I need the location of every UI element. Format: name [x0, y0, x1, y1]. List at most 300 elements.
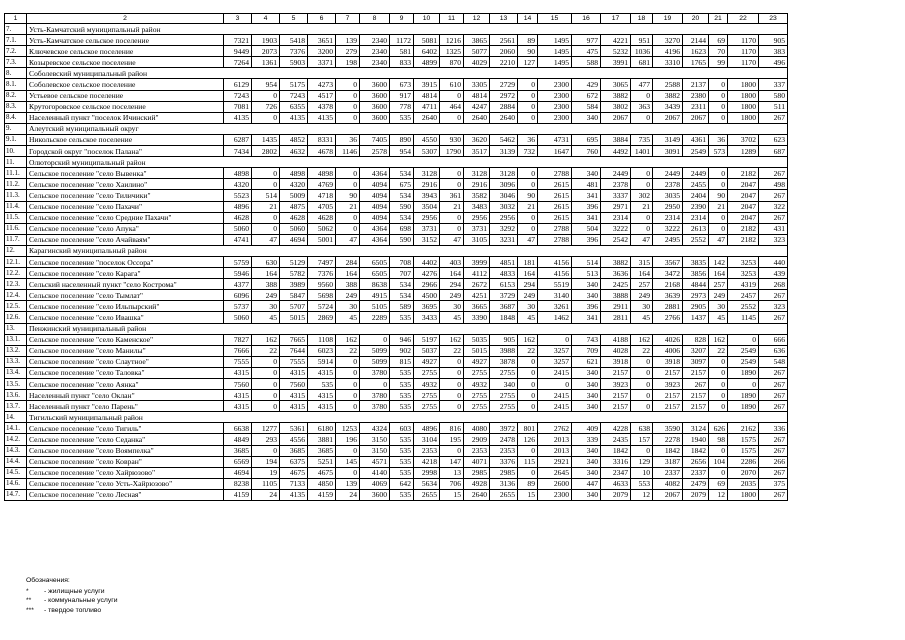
value-cell: 3729: [490, 290, 518, 301]
table-row: [5, 46, 788, 57]
value-cell: 5307: [414, 146, 440, 157]
value-cell: 21: [709, 201, 728, 212]
value-cell: 4927: [464, 356, 490, 367]
value-cell: 917: [390, 90, 414, 101]
value-cell: 535: [390, 434, 414, 445]
value-cell: 4251: [464, 290, 490, 301]
value-cell: 2640: [464, 489, 490, 500]
value-cell: 4319: [728, 279, 759, 290]
value-cell: 535: [390, 467, 414, 478]
value-cell: 672: [572, 90, 601, 101]
value-cell: 2353: [490, 445, 518, 456]
table-row: [5, 301, 788, 312]
row-number: 9.1.: [5, 134, 27, 145]
value-cell: 2404: [683, 190, 709, 201]
value-cell: 4247: [464, 101, 490, 112]
value-cell: 3856: [683, 268, 709, 279]
value-cell: 162: [518, 334, 538, 345]
value-cell: 870: [440, 57, 464, 68]
value-cell: 534: [390, 290, 414, 301]
value-cell: 0: [518, 401, 538, 412]
row-number: 11.7.: [5, 234, 27, 245]
value-cell: 1216: [440, 35, 464, 46]
value-cell: 706: [440, 478, 464, 489]
value-cell: 9560: [308, 279, 336, 290]
value-cell: 2067: [653, 112, 683, 123]
value-cell: 7555: [224, 356, 252, 367]
header-row: [5, 14, 788, 24]
table-row: [5, 345, 788, 356]
value-cell: 294: [440, 279, 464, 290]
table-row: [5, 456, 788, 467]
value-cell: 778: [390, 101, 414, 112]
value-cell: 548: [759, 356, 788, 367]
value-cell: 5361: [280, 423, 308, 434]
value-cell: 4844: [683, 279, 709, 290]
value-cell: 0: [728, 379, 759, 390]
value-cell: 2869: [308, 312, 336, 323]
row-number: 11.1.: [5, 168, 27, 179]
value-cell: 1842: [653, 445, 683, 456]
value-cell: 45: [336, 312, 360, 323]
value-cell: 535: [390, 312, 414, 323]
value-cell: 2479: [683, 478, 709, 489]
value-cell: 340: [572, 168, 601, 179]
value-cell: 3376: [490, 456, 518, 467]
value-cell: 5232: [601, 46, 631, 57]
value-cell: 2047: [728, 201, 759, 212]
value-cell: 2340: [360, 35, 390, 46]
value-cell: 535: [390, 112, 414, 123]
value-cell: 504: [572, 223, 601, 234]
value-cell: 511: [759, 101, 788, 112]
value-cell: 3943: [414, 190, 440, 201]
value-cell: 4899: [414, 57, 440, 68]
value-cell: 513: [572, 268, 601, 279]
row-number: 11.6.: [5, 223, 27, 234]
region-number: 13.: [5, 323, 27, 334]
value-cell: 0: [336, 379, 360, 390]
value-cell: 340: [572, 445, 601, 456]
column-number-header: 22: [728, 14, 759, 24]
table-row: [5, 268, 788, 279]
value-cell: 194: [252, 456, 280, 467]
value-cell: 5009: [280, 190, 308, 201]
value-cell: 0: [631, 379, 653, 390]
value-cell: 340: [572, 279, 601, 290]
legend-mark: *: [26, 587, 29, 595]
value-cell: 4159: [308, 489, 336, 500]
value-cell: 2552: [728, 301, 759, 312]
value-cell: 139: [336, 35, 360, 46]
value-cell: 7243: [280, 90, 308, 101]
value-cell: 267: [759, 467, 788, 478]
value-cell: 1036: [631, 46, 653, 57]
legend-item: [26, 606, 118, 616]
value-cell: 535: [390, 390, 414, 401]
value-cell: 0: [336, 179, 360, 190]
value-cell: 3128: [464, 168, 490, 179]
table-row: [5, 434, 788, 445]
value-cell: 2347: [601, 467, 631, 478]
value-cell: 2645: [538, 467, 572, 478]
value-cell: 3620: [464, 134, 490, 145]
value-cell: 3802: [601, 101, 631, 112]
region-row: [5, 123, 788, 134]
value-cell: 1890: [728, 401, 759, 412]
value-cell: 0: [631, 168, 653, 179]
value-cell: 21: [440, 201, 464, 212]
value-cell: 2956: [490, 212, 518, 223]
value-cell: 5462: [490, 134, 518, 145]
value-cell: 0: [336, 390, 360, 401]
value-cell: 1437: [683, 312, 709, 323]
row-number: 12.2.: [5, 268, 27, 279]
value-cell: 429: [572, 79, 601, 90]
value-cell: 181: [518, 256, 538, 267]
value-cell: 4875: [280, 201, 308, 212]
value-cell: 340: [572, 467, 601, 478]
value-cell: 4852: [280, 134, 308, 145]
value-cell: 0: [440, 367, 464, 378]
settlement-name: Сельское поселение "село Слаутное": [27, 356, 224, 367]
value-cell: 340: [572, 401, 601, 412]
value-cell: 6402: [414, 46, 440, 57]
column-number-header: 10: [414, 14, 440, 24]
value-cell: 1170: [728, 35, 759, 46]
value-cell: 7321: [224, 35, 252, 46]
value-cell: 2157: [653, 401, 683, 412]
value-cell: 4932: [464, 379, 490, 390]
value-cell: 954: [252, 79, 280, 90]
value-cell: 45: [631, 312, 653, 323]
region-row: [5, 323, 788, 334]
value-cell: 0: [631, 445, 653, 456]
value-cell: 2013: [538, 434, 572, 445]
value-cell: 267: [759, 290, 788, 301]
value-cell: 0: [538, 379, 572, 390]
value-cell: 0: [709, 101, 728, 112]
value-cell: 164: [336, 268, 360, 279]
column-number-header: 16: [572, 14, 601, 24]
region-name: Пенжинский муниципальный район: [27, 323, 788, 334]
value-cell: 3918: [601, 356, 631, 367]
value-cell: 1800: [728, 489, 759, 500]
value-cell: 2300: [538, 101, 572, 112]
value-cell: 0: [440, 212, 464, 223]
region-number: 12.: [5, 245, 27, 256]
value-cell: 47: [631, 234, 653, 245]
region-row: [5, 245, 788, 256]
region-row: [5, 157, 788, 168]
value-cell: 6569: [224, 456, 252, 467]
region-name: Соболевский муниципальный район: [27, 68, 788, 79]
value-cell: 7497: [308, 256, 336, 267]
value-cell: 3780: [360, 367, 390, 378]
table-row: [5, 401, 788, 412]
value-cell: 4675: [280, 467, 308, 478]
value-cell: 2162: [728, 423, 759, 434]
table-row: [5, 79, 788, 90]
value-cell: 3222: [601, 223, 631, 234]
value-cell: 1435: [252, 134, 280, 145]
value-cell: 1800: [728, 79, 759, 90]
value-cell: 0: [252, 168, 280, 179]
table-row: [5, 90, 788, 101]
value-cell: 2884: [490, 101, 518, 112]
value-cell: 0: [440, 379, 464, 390]
value-cell: 375: [759, 478, 788, 489]
value-cell: 977: [572, 35, 601, 46]
value-cell: 340: [572, 367, 601, 378]
value-cell: 2549: [728, 345, 759, 356]
value-cell: 1575: [728, 445, 759, 456]
value-cell: 2552: [683, 234, 709, 245]
value-cell: 249: [336, 290, 360, 301]
value-cell: 2353: [414, 445, 440, 456]
value-cell: 580: [759, 90, 788, 101]
value-cell: 2415: [538, 401, 572, 412]
value-cell: 3923: [653, 379, 683, 390]
value-cell: 5037: [414, 345, 440, 356]
value-cell: 409: [572, 423, 601, 434]
value-cell: 8238: [224, 478, 252, 489]
value-cell: 4628: [224, 212, 252, 223]
value-cell: 2549: [728, 356, 759, 367]
value-cell: 2425: [601, 279, 631, 290]
column-number-header: 2: [27, 14, 224, 24]
table-row: [5, 290, 788, 301]
value-cell: 0: [709, 212, 728, 223]
value-cell: 5523: [224, 190, 252, 201]
value-cell: 3032: [490, 201, 518, 212]
value-cell: 1800: [728, 90, 759, 101]
value-cell: 4927: [414, 356, 440, 367]
value-cell: 1253: [336, 423, 360, 434]
value-cell: 0: [252, 367, 280, 378]
value-cell: 257: [709, 279, 728, 290]
value-cell: 1903: [252, 35, 280, 46]
value-cell: 9449: [224, 46, 252, 57]
settlement-name: Сельское поселение "село Апука": [27, 223, 224, 234]
column-number-header: 9: [390, 14, 414, 24]
region-number: 8.: [5, 68, 27, 79]
value-cell: 3096: [490, 179, 518, 190]
value-cell: 139: [336, 478, 360, 489]
value-cell: 7555: [280, 356, 308, 367]
value-cell: 0: [631, 90, 653, 101]
value-cell: 735: [631, 134, 653, 145]
value-cell: 3139: [490, 146, 518, 157]
value-cell: 890: [390, 134, 414, 145]
value-cell: 3731: [414, 223, 440, 234]
value-cell: 4718: [308, 190, 336, 201]
value-cell: 164: [440, 268, 464, 279]
value-cell: 2788: [538, 234, 572, 245]
value-cell: 5519: [538, 279, 572, 290]
value-cell: 0: [709, 379, 728, 390]
table-row: [5, 179, 788, 190]
value-cell: 4324: [360, 423, 390, 434]
value-cell: 3150: [360, 445, 390, 456]
value-cell: 5847: [280, 290, 308, 301]
value-cell: 3685: [224, 445, 252, 456]
column-number-header: 8: [360, 14, 390, 24]
value-cell: 3865: [464, 35, 490, 46]
value-cell: 535: [390, 456, 414, 467]
table-row: [5, 168, 788, 179]
table-row: [5, 379, 788, 390]
value-cell: 3881: [308, 434, 336, 445]
value-cell: 1170: [728, 57, 759, 68]
value-cell: 6638: [224, 423, 252, 434]
value-cell: 573: [709, 146, 728, 157]
value-cell: 3065: [601, 79, 631, 90]
value-cell: 610: [440, 79, 464, 90]
value-cell: 954: [390, 146, 414, 157]
settlement-name: Сельское поселение "село Ачайваям": [27, 234, 224, 245]
value-cell: 337: [759, 79, 788, 90]
value-cell: 3310: [653, 57, 683, 68]
value-cell: 267: [759, 168, 788, 179]
settlement-name: Сельское поселение "село Средние Пахачи": [27, 212, 224, 223]
value-cell: 0: [440, 445, 464, 456]
value-cell: 4628: [308, 212, 336, 223]
settlement-name: Козыревское сельское поселение: [27, 57, 224, 68]
column-number-header: 15: [538, 14, 572, 24]
value-cell: 0: [518, 445, 538, 456]
value-cell: 743: [572, 334, 601, 345]
value-cell: 22: [252, 345, 280, 356]
legend-mark: **: [26, 597, 32, 604]
value-cell: 22: [336, 345, 360, 356]
value-cell: 7827: [224, 334, 252, 345]
value-cell: 249: [440, 290, 464, 301]
row-number: 13.1.: [5, 334, 27, 345]
value-cell: 2182: [728, 223, 759, 234]
value-cell: 4315: [308, 367, 336, 378]
row-number: 7.2.: [5, 46, 27, 57]
value-cell: 1890: [728, 390, 759, 401]
value-cell: 905: [490, 334, 518, 345]
value-cell: 266: [759, 456, 788, 467]
value-cell: 15: [518, 489, 538, 500]
value-cell: 0: [709, 112, 728, 123]
value-cell: 2157: [601, 390, 631, 401]
value-cell: 0: [440, 168, 464, 179]
value-cell: 2415: [538, 367, 572, 378]
value-cell: 3923: [601, 379, 631, 390]
value-cell: 2811: [601, 312, 631, 323]
value-cell: 2956: [464, 212, 490, 223]
value-cell: 7376: [308, 268, 336, 279]
value-cell: 1940: [683, 434, 709, 445]
value-cell: 2755: [490, 390, 518, 401]
value-cell: 3918: [653, 356, 683, 367]
value-cell: 1325: [440, 46, 464, 57]
value-cell: 0: [631, 223, 653, 234]
row-number: 11.3.: [5, 190, 27, 201]
value-cell: 3517: [464, 146, 490, 157]
value-cell: 951: [631, 35, 653, 46]
value-cell: 89: [518, 478, 538, 489]
value-cell: 447: [572, 478, 601, 489]
value-cell: 0: [252, 212, 280, 223]
value-cell: 157: [631, 434, 653, 445]
value-cell: 4898: [280, 168, 308, 179]
value-cell: 339: [572, 434, 601, 445]
settlement-name: Сельское поселение "поселок Оссора": [27, 256, 224, 267]
value-cell: 4694: [280, 234, 308, 245]
value-cell: 0: [518, 168, 538, 179]
table-row: [5, 467, 788, 478]
column-number-header: 4: [252, 14, 280, 24]
value-cell: 3140: [538, 290, 572, 301]
row-number: 14.5.: [5, 467, 27, 478]
value-cell: 142: [709, 256, 728, 267]
row-number: 12.6.: [5, 312, 27, 323]
value-cell: 464: [440, 101, 464, 112]
value-cell: 1289: [728, 146, 759, 157]
value-cell: 0: [336, 212, 360, 223]
value-cell: 5001: [308, 234, 336, 245]
value-cell: 5914: [308, 356, 336, 367]
value-cell: 3504: [414, 201, 440, 212]
value-cell: 267: [683, 379, 709, 390]
value-cell: 15: [440, 489, 464, 500]
column-number-header: 1: [5, 14, 27, 24]
value-cell: 2755: [414, 367, 440, 378]
value-cell: 5251: [308, 456, 336, 467]
value-cell: 0: [631, 112, 653, 123]
value-cell: 1172: [390, 35, 414, 46]
value-cell: 0: [709, 401, 728, 412]
value-cell: 535: [390, 445, 414, 456]
value-cell: 2762: [538, 423, 572, 434]
value-cell: 514: [572, 256, 601, 267]
settlement-name: Ключевское сельское поселение: [27, 46, 224, 57]
value-cell: 6355: [280, 101, 308, 112]
value-cell: 535: [308, 379, 336, 390]
value-cell: 707: [390, 268, 414, 279]
value-cell: 0: [440, 112, 464, 123]
value-cell: 0: [360, 379, 390, 390]
region-name: Усть-Камчатский муниципальный район: [27, 24, 788, 35]
value-cell: 0: [728, 334, 759, 345]
value-cell: 7666: [224, 345, 252, 356]
value-cell: 162: [252, 334, 280, 345]
value-cell: 4633: [601, 478, 631, 489]
value-cell: 1495: [538, 35, 572, 46]
value-cell: 642: [390, 478, 414, 489]
value-cell: 129: [631, 456, 653, 467]
value-cell: 3882: [601, 90, 631, 101]
value-cell: 588: [572, 57, 601, 68]
value-cell: 4320: [280, 179, 308, 190]
value-cell: 2615: [538, 190, 572, 201]
row-number: 12.4.: [5, 290, 27, 301]
value-cell: 0: [709, 445, 728, 456]
value-cell: 2390: [683, 201, 709, 212]
value-cell: 3128: [414, 168, 440, 179]
legend-title: Обозначения:: [26, 577, 70, 584]
value-cell: 2588: [653, 79, 683, 90]
value-cell: 3104: [414, 434, 440, 445]
value-cell: 3780: [360, 401, 390, 412]
value-cell: 340: [572, 112, 601, 123]
settlement-name: Сельское поселение "село Тигиль": [27, 423, 224, 434]
row-number: 13.6.: [5, 390, 27, 401]
